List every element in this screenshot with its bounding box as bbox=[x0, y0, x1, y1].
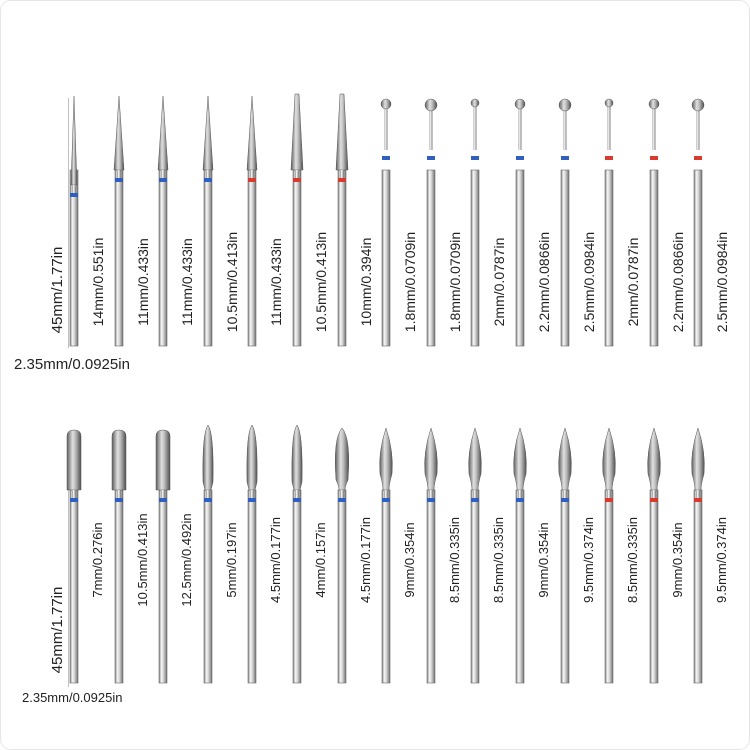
bit-head-ball bbox=[381, 99, 391, 109]
bit-shank bbox=[293, 490, 301, 683]
bit-head-ball bbox=[425, 99, 437, 111]
bit-head-ball bbox=[649, 99, 659, 109]
drill-bit bbox=[515, 99, 525, 346]
bit-head-flame bbox=[469, 428, 482, 490]
bit-head-ball bbox=[471, 99, 479, 107]
bit-head-ball bbox=[559, 99, 571, 111]
bit-shank bbox=[471, 170, 479, 346]
drill-bit bbox=[70, 96, 78, 346]
bit-size-label: 4.5mm/0.177in bbox=[358, 517, 373, 603]
bit-size-label: 8.5mm/0.335in bbox=[447, 517, 462, 603]
drill-bit bbox=[291, 94, 303, 346]
bit-head-egg bbox=[335, 428, 349, 490]
drill-bit bbox=[603, 428, 616, 683]
bit-shank bbox=[605, 170, 613, 346]
bit-size-label: 4.5mm/0.177in bbox=[268, 517, 283, 603]
bit-head-bullet bbox=[292, 425, 302, 490]
bit-shank bbox=[650, 170, 658, 346]
row1-shank-label: 2.35mm/0.0925in bbox=[14, 356, 130, 373]
bit-size-label: 1.8mm/0.0709in bbox=[402, 231, 418, 333]
bit-color-band bbox=[471, 498, 479, 502]
drill-bit bbox=[469, 428, 482, 683]
bit-head-flame bbox=[380, 428, 393, 490]
drill-bit bbox=[514, 428, 527, 683]
bit-size-label: 11mm/0.433in bbox=[268, 238, 284, 326]
bit-shank bbox=[248, 490, 256, 683]
row2-length-label: 45mm/1.77in bbox=[49, 586, 66, 674]
drill-bit bbox=[559, 428, 572, 683]
bit-size-label: 11mm/0.433in bbox=[135, 238, 151, 326]
drill-bit bbox=[158, 96, 168, 346]
bit-size-label: 9.5mm/0.374in bbox=[714, 517, 729, 603]
drill-bit bbox=[425, 99, 437, 346]
bit-shank bbox=[338, 490, 346, 683]
bit-shank bbox=[204, 170, 212, 346]
bit-shank bbox=[293, 170, 301, 346]
bit-color-band bbox=[159, 498, 167, 502]
bit-shank bbox=[561, 170, 569, 346]
bit-head-flame bbox=[559, 428, 572, 490]
bit-neck bbox=[697, 105, 700, 150]
bit-neck bbox=[564, 105, 567, 150]
bit-shank bbox=[471, 490, 479, 683]
bit-size-label: 5mm/0.197in bbox=[224, 522, 239, 598]
bit-shank bbox=[115, 170, 123, 346]
bit-head-flame bbox=[425, 428, 438, 490]
bit-shank bbox=[70, 490, 78, 683]
bit-size-label: 8.5mm/0.335in bbox=[491, 517, 506, 603]
bit-shank bbox=[605, 490, 613, 683]
bit-size-label: 2mm/0.0787in bbox=[625, 237, 641, 327]
bit-neck bbox=[474, 103, 477, 150]
bit-color-band bbox=[382, 498, 390, 502]
bit-color-band bbox=[605, 156, 613, 160]
drill-bit bbox=[380, 428, 393, 683]
bit-head-ball bbox=[515, 99, 525, 109]
bit-color-band bbox=[248, 178, 256, 182]
bit-neck bbox=[608, 103, 611, 150]
bit-shank bbox=[248, 170, 256, 346]
drill-bit bbox=[335, 428, 349, 683]
bit-size-label: 9mm/0.354in bbox=[402, 522, 417, 598]
bit-shank bbox=[159, 170, 167, 346]
drill-bit bbox=[112, 430, 126, 683]
bit-size-label: 14mm/0.551in bbox=[90, 237, 106, 327]
bit-shank bbox=[427, 170, 435, 346]
bit-head-taper bbox=[336, 94, 348, 170]
bit-size-label: 4mm/0.157in bbox=[313, 522, 328, 598]
bit-color-band bbox=[561, 498, 569, 502]
drill-bit bbox=[425, 428, 438, 683]
bit-neck bbox=[385, 104, 388, 150]
row2-shank-label: 2.35mm/0.0925in bbox=[22, 690, 123, 705]
bit-head-cylinder bbox=[67, 430, 81, 490]
bit-shank bbox=[204, 490, 212, 683]
bit-color-band bbox=[650, 498, 658, 502]
bit-color-band bbox=[70, 193, 78, 197]
bit-size-label: 7mm/0.276in bbox=[90, 522, 105, 598]
drill-bit bbox=[648, 428, 661, 683]
drill-bit bbox=[649, 99, 659, 346]
drill-bit bbox=[692, 99, 704, 346]
bit-head-flame bbox=[648, 428, 661, 490]
bit-color-band bbox=[204, 178, 212, 182]
bit-size-label: 1.8mm/0.0709in bbox=[447, 231, 463, 333]
bit-head-flame bbox=[692, 428, 705, 490]
drill-bit bbox=[471, 99, 479, 346]
drill-bit bbox=[559, 99, 571, 346]
bit-head-cone bbox=[114, 96, 124, 170]
bit-size-label: 10.5mm/0.413in bbox=[313, 231, 329, 333]
drill-bit bbox=[247, 96, 257, 346]
bit-shank bbox=[382, 490, 390, 683]
drill-bit bbox=[67, 430, 81, 683]
drill-bit bbox=[692, 428, 705, 683]
bit-color-band bbox=[338, 178, 346, 182]
drill-bit bbox=[247, 425, 257, 683]
bit-head-cylinder bbox=[156, 430, 170, 490]
bit-head-bullet bbox=[203, 425, 213, 490]
bit-color-band bbox=[338, 498, 346, 502]
bit-color-band bbox=[204, 498, 212, 502]
bit-shank bbox=[516, 490, 524, 683]
drill-bit bbox=[292, 425, 302, 683]
drill-bit bbox=[605, 99, 613, 346]
bit-color-band bbox=[694, 498, 702, 502]
bit-size-label: 9mm/0.354in bbox=[670, 522, 685, 598]
bit-head-flame bbox=[514, 428, 527, 490]
bit-size-label: 2.5mm/0.0984in bbox=[714, 231, 730, 333]
bit-color-band bbox=[159, 178, 167, 182]
bit-color-band bbox=[293, 498, 301, 502]
bit-head-needle bbox=[71, 96, 77, 185]
bit-size-label: 10.5mm/0.413in bbox=[135, 513, 150, 607]
bit-size-label: 9.5mm/0.374in bbox=[581, 517, 596, 603]
bit-head-cone bbox=[158, 96, 168, 170]
drill-bit bbox=[336, 94, 348, 346]
bit-color-band bbox=[516, 498, 524, 502]
bit-head-cone bbox=[203, 96, 213, 170]
bit-shank bbox=[338, 170, 346, 346]
bit-color-band bbox=[471, 156, 479, 160]
bit-neck bbox=[653, 104, 656, 150]
bit-size-label: 11mm/0.433in bbox=[179, 238, 195, 326]
bit-head-ball bbox=[605, 99, 613, 107]
bit-color-band bbox=[694, 156, 702, 160]
bit-color-band bbox=[382, 156, 390, 160]
bit-size-label: 2mm/0.0787in bbox=[491, 237, 507, 327]
bit-color-band bbox=[115, 498, 123, 502]
bit-color-band bbox=[561, 156, 569, 160]
drill-bit bbox=[156, 430, 170, 683]
bit-shank bbox=[115, 490, 123, 683]
bit-shank bbox=[694, 490, 702, 683]
bit-head-cylinder bbox=[112, 430, 126, 490]
bit-head-taper bbox=[291, 94, 303, 170]
bit-color-band bbox=[427, 498, 435, 502]
bit-size-label: 12.5mm/0.492in bbox=[179, 513, 194, 607]
bit-shank bbox=[650, 490, 658, 683]
bit-size-label: 9mm/0.354in bbox=[536, 522, 551, 598]
bit-shank bbox=[382, 170, 390, 346]
drill-bit bbox=[203, 96, 213, 346]
bit-neck bbox=[430, 105, 433, 150]
bit-color-band bbox=[605, 498, 613, 502]
drill-bit bbox=[203, 425, 213, 683]
bit-size-label: 8.5mm/0.335in bbox=[625, 517, 640, 603]
bit-shank bbox=[561, 490, 569, 683]
bit-head-bullet bbox=[247, 425, 257, 490]
bit-neck bbox=[519, 104, 522, 150]
bit-shank bbox=[516, 170, 524, 346]
bit-color-band bbox=[115, 178, 123, 182]
bit-head-flame bbox=[603, 428, 616, 490]
row1-length-label: 45mm/1.77in bbox=[49, 246, 66, 334]
bit-color-band bbox=[650, 156, 658, 160]
bit-size-label: 2.2mm/0.0866in bbox=[536, 231, 552, 333]
drill-bit bbox=[114, 96, 124, 346]
bit-color-band bbox=[427, 156, 435, 160]
bit-size-label: 2.5mm/0.0984in bbox=[581, 231, 597, 333]
bit-color-band bbox=[516, 156, 524, 160]
bit-size-label: 10mm/0.394in bbox=[358, 237, 374, 327]
bit-color-band bbox=[293, 178, 301, 182]
bit-head-ball bbox=[692, 99, 704, 111]
bit-shank bbox=[159, 490, 167, 683]
drill-bit bbox=[381, 99, 391, 346]
bit-shank bbox=[427, 490, 435, 683]
bit-color-band bbox=[248, 498, 256, 502]
bit-size-label: 2.2mm/0.0866in bbox=[670, 231, 686, 333]
bit-shank bbox=[694, 170, 702, 346]
bit-head-cone bbox=[247, 96, 257, 170]
bit-size-label: 10.5mm/0.413in bbox=[224, 231, 240, 333]
bit-color-band bbox=[70, 498, 78, 502]
